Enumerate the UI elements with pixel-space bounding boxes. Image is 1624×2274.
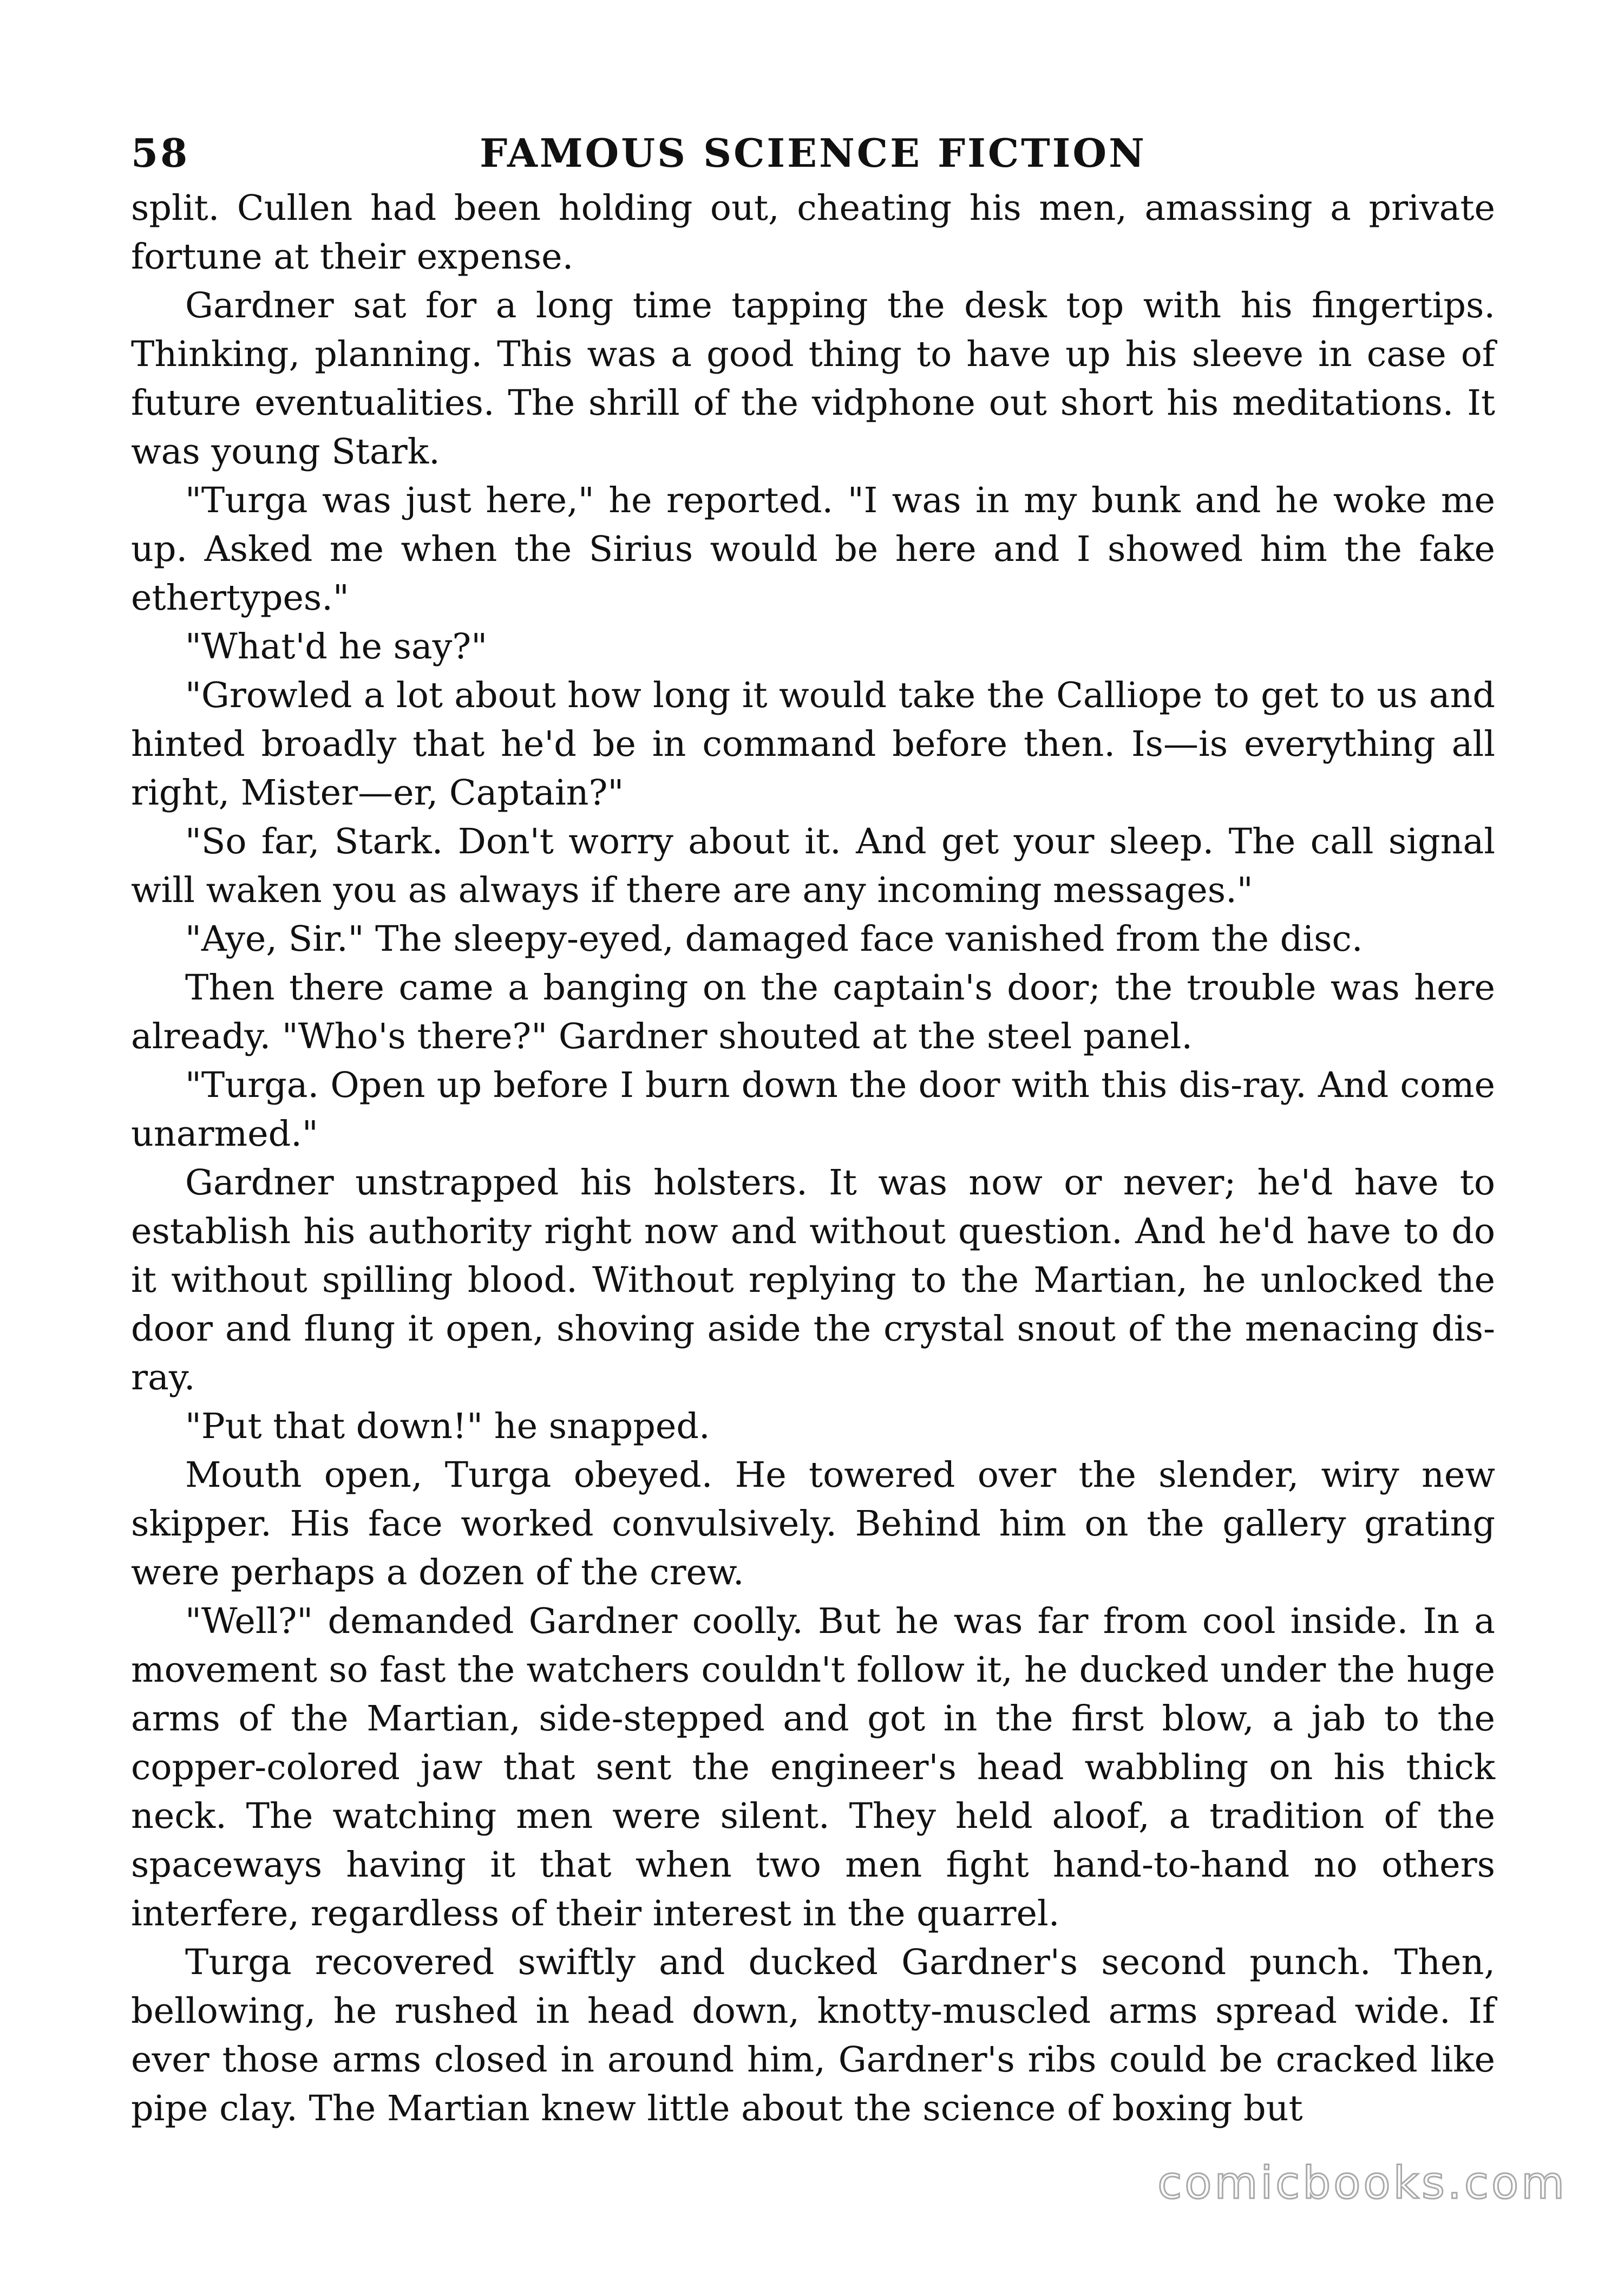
paragraph: "What'd he say?" — [185, 626, 488, 667]
paragraph: Then there came a banging on the captain's door; the trouble was here already. "Who's there?" Gardner shouted at the steel panel. — [131, 968, 1495, 1057]
journal-title: FAMOUS SCIENCE FICTION — [480, 130, 1147, 176]
paragraph: "Well?" demanded Gardner coolly. But he was far from cool inside. In a movement so fast the watchers couldn't follow it, he ducked under the huge arms of the Martian, side-stepped and got in the first blow, a jab to the copper-colored jaw that sent the engineer's head wabbling on his thick neck. The watching men were silent. They held aloof, a tradition of the spaceways having it that when two men fight hand-to-hand no others interfere, regardless of their interest in the quarrel. — [131, 1601, 1495, 1934]
paragraph: split. Cullen had been holding out, cheating his men, amassing a private fortune at their expense. — [131, 188, 1495, 277]
paragraph: "Growled a lot about how long it would take the Calliope to get to us and hinted broadly that he'd be in command before then. Is—is everything all right, Mister—er, Captain?" — [131, 675, 1495, 813]
body-text — [131, 184, 1495, 2133]
page-number: 58 — [131, 130, 190, 176]
running-head — [131, 119, 1495, 184]
paragraph: Gardner unstrapped his holsters. It was now or never; he'd have to establish his authority right now and without question. And he'd have to do it without spilling blood. Without replying to the Martian, he unlocked the door and flung it open, shoving aside the crystal snout of the menacing dis-ray. — [131, 1162, 1495, 1398]
book-page — [131, 119, 1495, 2133]
watermark: comicbooks.com — [1157, 2158, 1567, 2209]
paragraph: "Turga. Open up before I burn down the door with this dis-ray. And come unarmed." — [131, 1065, 1495, 1154]
paragraph: "Turga was just here," he reported. "I was in my bunk and he woke me up. Asked me when the Sirius would be here and I showed him the fake ethertypes." — [131, 480, 1495, 618]
paragraph: Turga recovered swiftly and ducked Gardner's second punch. Then, bellowing, he rushed in head down, knotty-muscled arms spread wide. If ever those arms closed in around him, Gardner's ribs could be cracked like pipe clay. The Martian knew little about the science of boxing but — [131, 1942, 1495, 2129]
paragraph: "Aye, Sir." The sleepy-eyed, damaged face vanished from the disc. — [185, 919, 1363, 959]
paragraph: Gardner sat for a long time tapping the desk top with his fingertips. Thinking, planning. This was a good thing to have up his sleeve in case of future eventualities. The shrill of the vidphone out short his meditations. It was young Stark. — [131, 285, 1495, 472]
paragraph: "So far, Stark. Don't worry about it. And get your sleep. The call signal will waken you as always if there are any incoming messages." — [131, 821, 1495, 911]
paragraph: Mouth open, Turga obeyed. He towered over the slender, wiry new skipper. His face worked convulsively. Behind him on the gallery grating were perhaps a dozen of the crew. — [131, 1455, 1495, 1593]
paragraph: "Put that down!" he snapped. — [185, 1406, 710, 1447]
